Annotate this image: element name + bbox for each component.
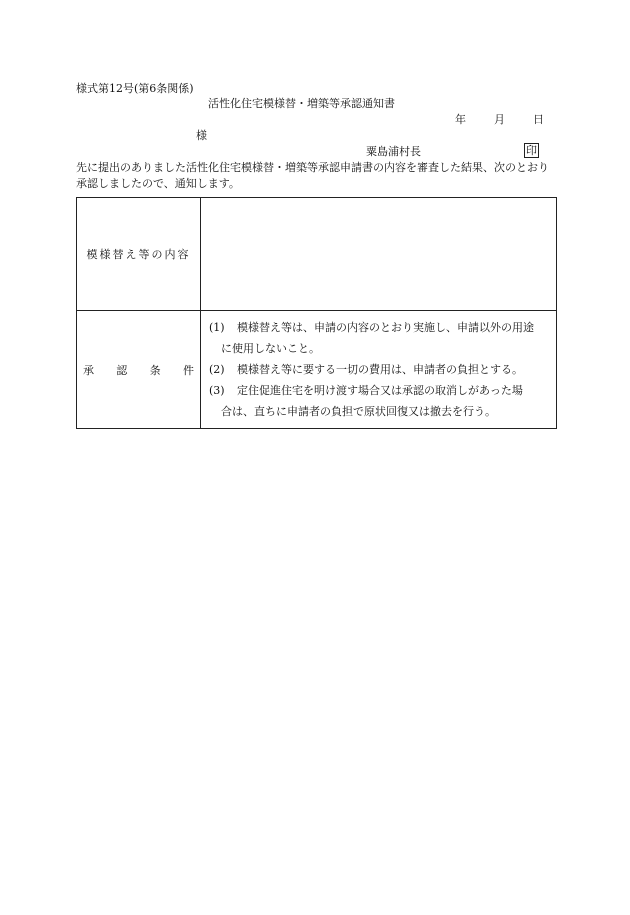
addressee-suffix: 様 — [196, 129, 207, 142]
content-value-cell — [201, 198, 557, 311]
notice-body: 先に提出のありました活性化住宅模様替・増築等承認申請書の内容を審査した結果、次のとおり承認しましたので、通知します。 — [76, 161, 549, 190]
condition-number: (1) — [209, 321, 225, 334]
date-line — [455, 113, 544, 127]
condition-item — [209, 359, 550, 380]
condition-text: 定住促進住宅を明け渡す場合又は承認の取消しがあった場 — [237, 384, 523, 397]
form-label: 様式第12号(第6条関係) — [76, 82, 194, 95]
condition-item — [209, 317, 550, 359]
date-month: 月 — [494, 113, 505, 126]
date-day: 日 — [533, 113, 544, 126]
condition-number: (2) — [209, 363, 225, 376]
conditions-label-char: 条 — [149, 363, 161, 377]
conditions-label — [77, 362, 200, 378]
seal-mark: 印 — [526, 144, 537, 157]
conditions-label-char: 認 — [116, 363, 128, 377]
condition-item — [209, 380, 550, 422]
conditions-cell — [201, 311, 557, 429]
condition-number: (3) — [209, 384, 225, 397]
condition-text: 模様替え等に要する一切の費用は、申請者の負担とする。 — [237, 363, 523, 376]
approval-table — [76, 197, 557, 429]
content-label: 模様替え等の内容 — [86, 248, 191, 261]
conditions-label-char: 件 — [182, 363, 194, 377]
condition-text-cont: 合は、直ちに申請者の負担で原状回復又は撤去を行う。 — [221, 405, 496, 418]
conditions-label-cell — [77, 311, 201, 429]
date-year: 年 — [455, 113, 466, 126]
condition-text: 模様替え等は、申請の内容のとおり実施し、申請以外の用途 — [237, 321, 534, 334]
document-title: 活性化住宅模様替・増築等承認通知書 — [208, 97, 395, 110]
condition-text-cont: に使用しないこと。 — [221, 342, 320, 355]
issuer-name: 粟島浦村長 — [366, 145, 421, 158]
conditions-label-char: 承 — [83, 363, 94, 377]
content-label-cell — [77, 198, 201, 311]
